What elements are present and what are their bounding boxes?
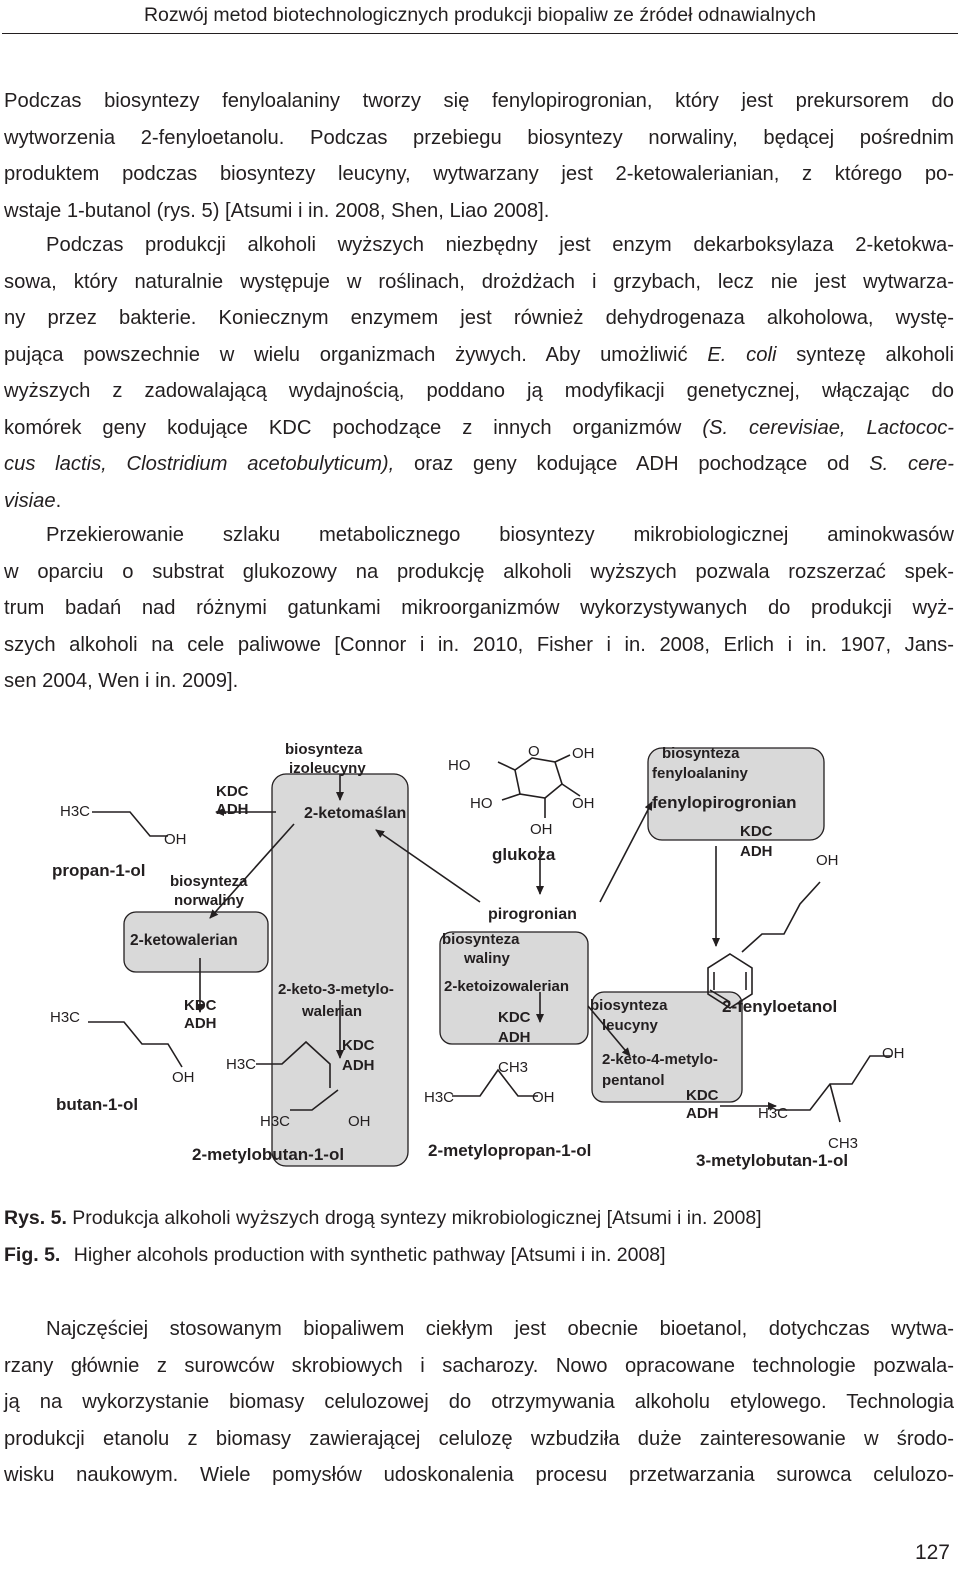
header-rule	[2, 33, 958, 34]
label-adh: ADH	[184, 1015, 217, 1032]
running-header	[0, 0, 960, 34]
label-h3c: H3C	[758, 1105, 789, 1122]
text-line	[4, 446, 954, 483]
text-line: produktem podczas biosyntezy leucyny, wytwarzany jest 2-ketowalerianian, z którego po-	[4, 163, 954, 185]
label-pirogronian: pirogronian	[488, 906, 577, 923]
text-run: .	[55, 489, 62, 512]
label-biosynteza-izoleucyny-2: izoleucyny	[289, 760, 366, 777]
label-kdc: KDC	[216, 783, 249, 800]
label-biosynteza-norwaliny: biosynteza	[170, 873, 248, 890]
label-oh: OH	[816, 852, 839, 869]
caption-label: Fig. 5.	[4, 1244, 61, 1266]
label-pentanol: pentanol	[602, 1072, 665, 1089]
label-h3c: H3C	[60, 803, 91, 820]
label-h3c: H3C	[260, 1113, 291, 1130]
text-run: komórek geny kodujące KDC pochodzące z innych organizmów	[4, 416, 703, 439]
text-run-italic: visiae	[4, 489, 56, 512]
isoleucine-pathway-box	[272, 774, 408, 1166]
paragraph-2	[4, 227, 954, 519]
text-line: Podczas biosyntezy fenyloalaniny tworzy się fenylopirogronian, który jest prekursorem do	[4, 90, 954, 112]
text-line: Podczas produkcji alkoholi wyższych niezbędny jest enzym dekarboksylaza 2-ketokwa-	[46, 234, 954, 256]
text-line	[4, 337, 954, 374]
label-h3c: H3C	[50, 1009, 81, 1026]
label-adh: ADH	[740, 843, 773, 860]
text-run: oraz geny kodujące ADH pochodzące od	[394, 453, 870, 475]
text-run-italic: E. coli	[707, 343, 777, 366]
text-line: wstaje 1-butanol (rys. 5) [Atsumi i in. 2008, Shen, Liao 2008].	[4, 199, 550, 222]
label-biosynteza-izoleucyny: biosynteza	[285, 741, 363, 758]
text-line: sowa, który naturalnie występuje w roślinach, drożdżach i grzybach, lecz nie jest wytwarza-	[4, 270, 954, 293]
label-oh: OH	[530, 821, 553, 838]
pathway-figure	[40, 722, 920, 1182]
text-line: w oparciu o substrat glukozowy na produkcję alkoholi wyższych pozwala rozszerzać spek-	[4, 560, 954, 583]
label-oh: OH	[532, 1089, 555, 1106]
label-butan-1-ol: butan-1-ol	[56, 1095, 139, 1114]
glucose-structure	[498, 755, 580, 818]
label-ho: HO	[448, 757, 471, 774]
label-kdc: KDC	[342, 1037, 375, 1054]
label-oh: OH	[164, 831, 187, 848]
label-oh: OH	[572, 745, 595, 762]
figure-caption-en	[4, 1244, 666, 1267]
label-oh: OH	[572, 795, 595, 812]
text-line: szych alkoholi na cele paliwowe [Connor i in. 2010, Fisher i in. 2008, Erlich i in. 1907, Jans-	[4, 633, 954, 656]
caption-label: Rys. 5.	[4, 1207, 67, 1229]
paragraph-4	[4, 1311, 954, 1494]
text-line: wyższych z zadowalającą wydajnością, poddano ją modyfikacji genetycznej, włączając do	[4, 380, 954, 402]
page-number: 127	[914, 1541, 950, 1564]
label-2-metylobutan-1-ol: 2-metylobutan-1-ol	[192, 1145, 345, 1164]
label-2-metylopropan-1-ol: 2-metylopropan-1-ol	[428, 1141, 592, 1160]
label-biosynteza-waliny-2: waliny	[464, 950, 510, 967]
methylbutanol3-branch	[830, 1084, 840, 1122]
text-line: Najczęściej stosowanym biopaliwem ciekłym jest obecnie bioetanol, dotychczas wytwa-	[46, 1318, 954, 1340]
text-line: produkcji etanolu z biomasy zawierającej celulozę wzbudziła duże zainteresowanie w środo-	[4, 1427, 954, 1450]
label-ho: HO	[470, 795, 493, 812]
paragraph-3	[4, 517, 954, 700]
propanol-skeleton	[92, 812, 168, 836]
caption-text: Higher alcohols production with synthetic pathway [Atsumi i in. 2008]	[73, 1244, 666, 1266]
text-line: trum badań nad różnymi gatunkami mikroorganizmów wykorzystywanych do produkcji wyż-	[4, 597, 954, 619]
label-ch3: CH3	[828, 1135, 859, 1152]
text-run-italic: (S. cerevisiae, Lactococ-	[702, 416, 955, 439]
label-2-ketowalerian: 2-ketowalerian	[130, 932, 238, 949]
label-oh: OH	[882, 1045, 905, 1062]
label-2-ketomaslan: 2-ketomaślan	[304, 805, 407, 822]
running-header-title: Rozwój metod biotechnologicznych produkcji biopaliw ze źródeł odnawialnych	[143, 4, 817, 26]
label-h3c: H3C	[424, 1089, 455, 1106]
label-ch3: CH3	[498, 1059, 529, 1076]
label-biosynteza-fenyloalaniny: biosynteza	[662, 745, 740, 762]
paragraph-1	[4, 83, 954, 229]
text-line: ny przez bakterie. Koniecznym enzymem jest również dehydrogenaza alkoholowa, wystę-	[4, 307, 954, 329]
text-line: sen 2004, Wen i in. 2009].	[4, 670, 239, 692]
label-biosynteza-norwaliny-2: norwaliny	[174, 892, 245, 909]
butanol-skeleton	[88, 1022, 182, 1067]
text-line: wytworzenia 2-fenyloetanolu. Podczas przebiegu biosyntezy norwaliny, będącej pośrednim	[4, 126, 954, 149]
figure-caption-pl	[4, 1207, 762, 1230]
text-line	[4, 483, 954, 520]
label-adh: ADH	[342, 1057, 375, 1074]
text-line: ją na wykorzystanie biomasy celulozowej do otrzymywania alkoholu etylowego. Technologia	[4, 1391, 954, 1413]
text-line: wisku naukowym. Wiele pomysłów udoskonalenia procesu przetwarzania surowca celulozo-	[4, 1464, 954, 1486]
text-run-italic: cus lactis, Clostridium acetobulyticum),	[4, 453, 395, 475]
label-o: O	[528, 743, 540, 760]
label-biosynteza-waliny: biosynteza	[442, 931, 520, 948]
text-run: syntezę alkoholi	[776, 343, 954, 366]
text-line: rzany głównie z surowców skrobiowych i sacharozy. Nowo opracowane technologie pozwala-	[4, 1354, 954, 1377]
label-biosynteza-leucyny: biosynteza	[590, 997, 668, 1014]
label-adh: ADH	[686, 1105, 719, 1122]
label-adh: ADH	[498, 1029, 531, 1046]
label-kdc: KDC	[498, 1009, 531, 1026]
label-3-metylobutan-1-ol: 3-metylobutan-1-ol	[696, 1151, 849, 1170]
label-adh: ADH	[216, 801, 249, 818]
text-line	[4, 410, 954, 447]
text-run: pująca powszechnie w wielu organizmach żywych. Aby umożliwić	[4, 343, 708, 366]
arrow	[600, 802, 652, 902]
text-line: Przekierowanie szlaku metabolicznego biosyntezy mikrobiologicznej aminokwasów	[46, 524, 954, 546]
label-h3c: H3C	[226, 1056, 257, 1073]
text-run-italic: S. cere-	[869, 453, 955, 475]
label-oh: OH	[348, 1113, 371, 1130]
label-2-keto-4-metylo: 2-keto-4-metylo-	[602, 1051, 718, 1068]
label-walerian: walerian	[302, 1003, 363, 1020]
phenylethanol-chain	[742, 882, 820, 952]
label-oh: OH	[172, 1069, 195, 1086]
caption-text: Produkcja alkoholi wyższych drogą syntezy mikrobiologicznej [Atsumi i in. 2008]	[72, 1207, 762, 1229]
label-kdc: KDC	[184, 997, 217, 1014]
label-biosynteza-fenyloalaniny-2: fenyloalaniny	[652, 765, 748, 782]
label-glukoza: glukoza	[492, 845, 556, 864]
label-kdc: KDC	[740, 823, 773, 840]
label-propan-1-ol: propan-1-ol	[52, 861, 146, 880]
label-2-keto-3-metylo: 2-keto-3-metylo-	[278, 981, 394, 998]
label-biosynteza-leucyny-2: leucyny	[602, 1017, 658, 1034]
label-2-fenyloetanol: 2-fenyloetanol	[722, 997, 838, 1016]
label-kdc: KDC	[686, 1087, 719, 1104]
label-fenylopirogronian: fenylopirogronian	[652, 793, 797, 812]
label-2-ketoizowalerian: 2-ketoizowalerian	[444, 978, 570, 995]
